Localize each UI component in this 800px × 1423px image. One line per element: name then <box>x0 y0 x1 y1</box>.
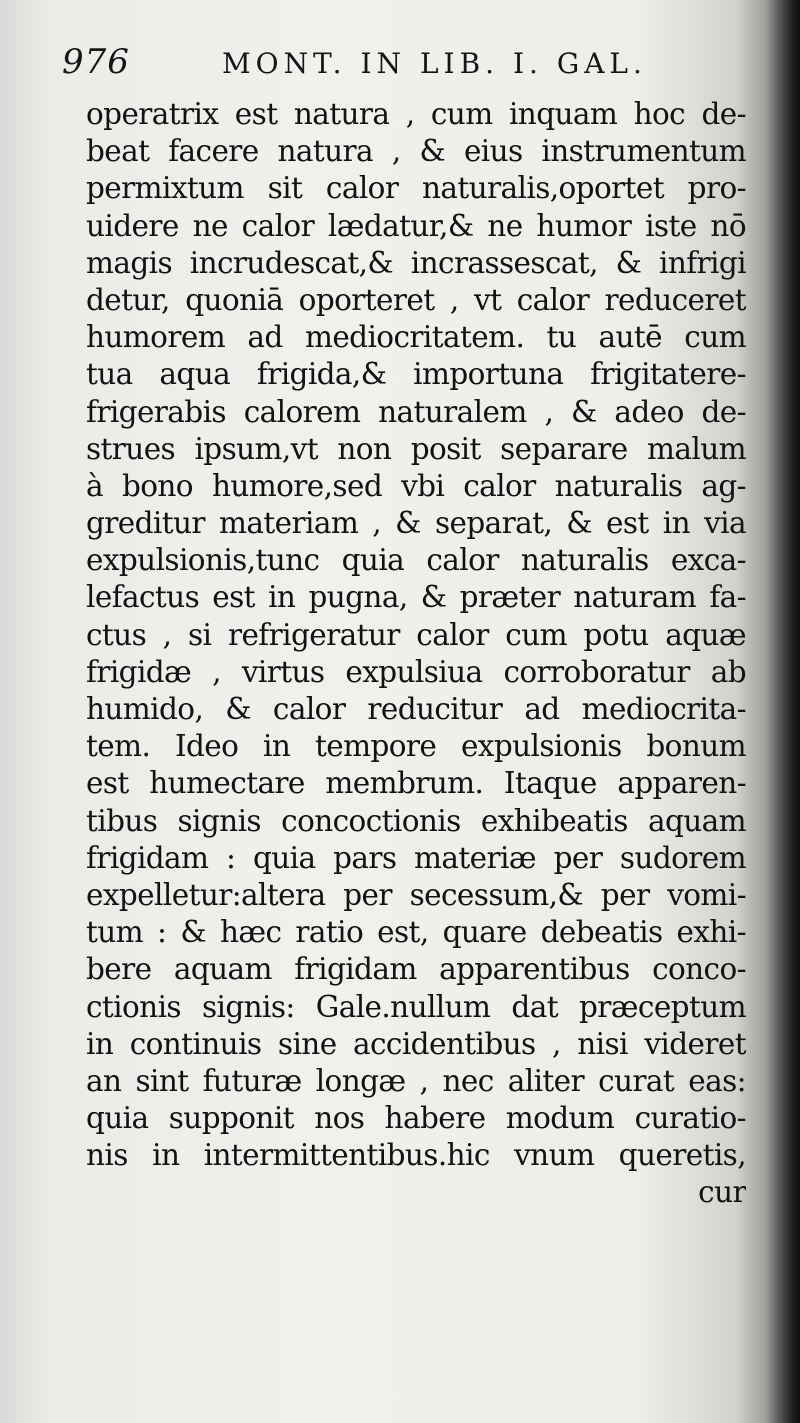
text-line: frigidam : quia pars materiæ per sudorem <box>86 840 746 875</box>
text-line: frigidæ , virtus expulsiua corroboratur ab <box>86 654 746 689</box>
text-line: nis in intermittentibus.hic vnum queretis, <box>86 1138 746 1173</box>
text-line: ctus , si refrigeratur calor cum potu aquæ <box>86 617 746 652</box>
text-line: humido, & calor reducitur ad mediocrita- <box>86 692 746 726</box>
text-line: lefactus est in pugna, & præter naturam fa- <box>86 580 746 615</box>
text-line: beat facere natura , & eius instrumentum <box>86 134 746 169</box>
text-line: ctionis signis: Gale.nullum dat præceptum <box>86 989 746 1024</box>
text-line: magis incrudescat,& incrassescat, & infrigi <box>86 245 746 280</box>
text-line: strues ipsum,vt non posit separare malum <box>86 431 746 466</box>
text-line: à bono humore,sed vbi calor naturalis ag- <box>86 468 746 503</box>
running-title: MONT. IN LIB. I. GAL. <box>222 47 647 80</box>
text-line: frigerabis calorem naturalem , & adeo de- <box>86 394 746 429</box>
body-text <box>86 96 746 1212</box>
text-line: tum : & hæc ratio est, quare debeatis exhi- <box>86 915 746 950</box>
text-line: detur, quoniā oporteret , vt calor reduceret <box>86 282 746 317</box>
catchword: cur <box>698 1175 746 1210</box>
text-line: tem. Ideo in tempore expulsionis bonum <box>86 729 746 764</box>
text-line: permixtum sit calor naturalis,oportet pro- <box>86 171 746 206</box>
running-head <box>62 38 752 86</box>
text-line: est humectare membrum. Itaque apparen- <box>86 766 746 801</box>
text-line: expulsionis,tunc quia calor naturalis exca- <box>86 543 746 578</box>
text-line: in continuis sine accidentibus , nisi videret <box>86 1026 746 1061</box>
text-line: operatrix est natura , cum inquam hoc de- <box>86 97 746 131</box>
page-number: 976 <box>62 42 130 82</box>
text-line: bere aquam frigidam apparentibus conco- <box>86 952 746 987</box>
text-line: quia supponit nos habere modum curatio- <box>86 1101 746 1136</box>
text-line: an sint futuræ longæ , nec aliter curat eas: <box>86 1063 746 1098</box>
text-line: tua aqua frigida,& importuna frigitatere- <box>86 357 746 392</box>
text-line: greditur materiam , & separat, & est in via <box>86 506 746 541</box>
text-line: expelletur:altera per secessum,& per vomi- <box>86 877 746 912</box>
text-line: humorem ad mediocritatem. tu autē cum <box>86 320 746 355</box>
text-line: uidere ne calor lædatur,& ne humor iste nō <box>86 208 746 243</box>
page-gutter-shadow <box>766 0 800 1423</box>
text-line: tibus signis concoctionis exhibeatis aquam <box>86 803 746 838</box>
